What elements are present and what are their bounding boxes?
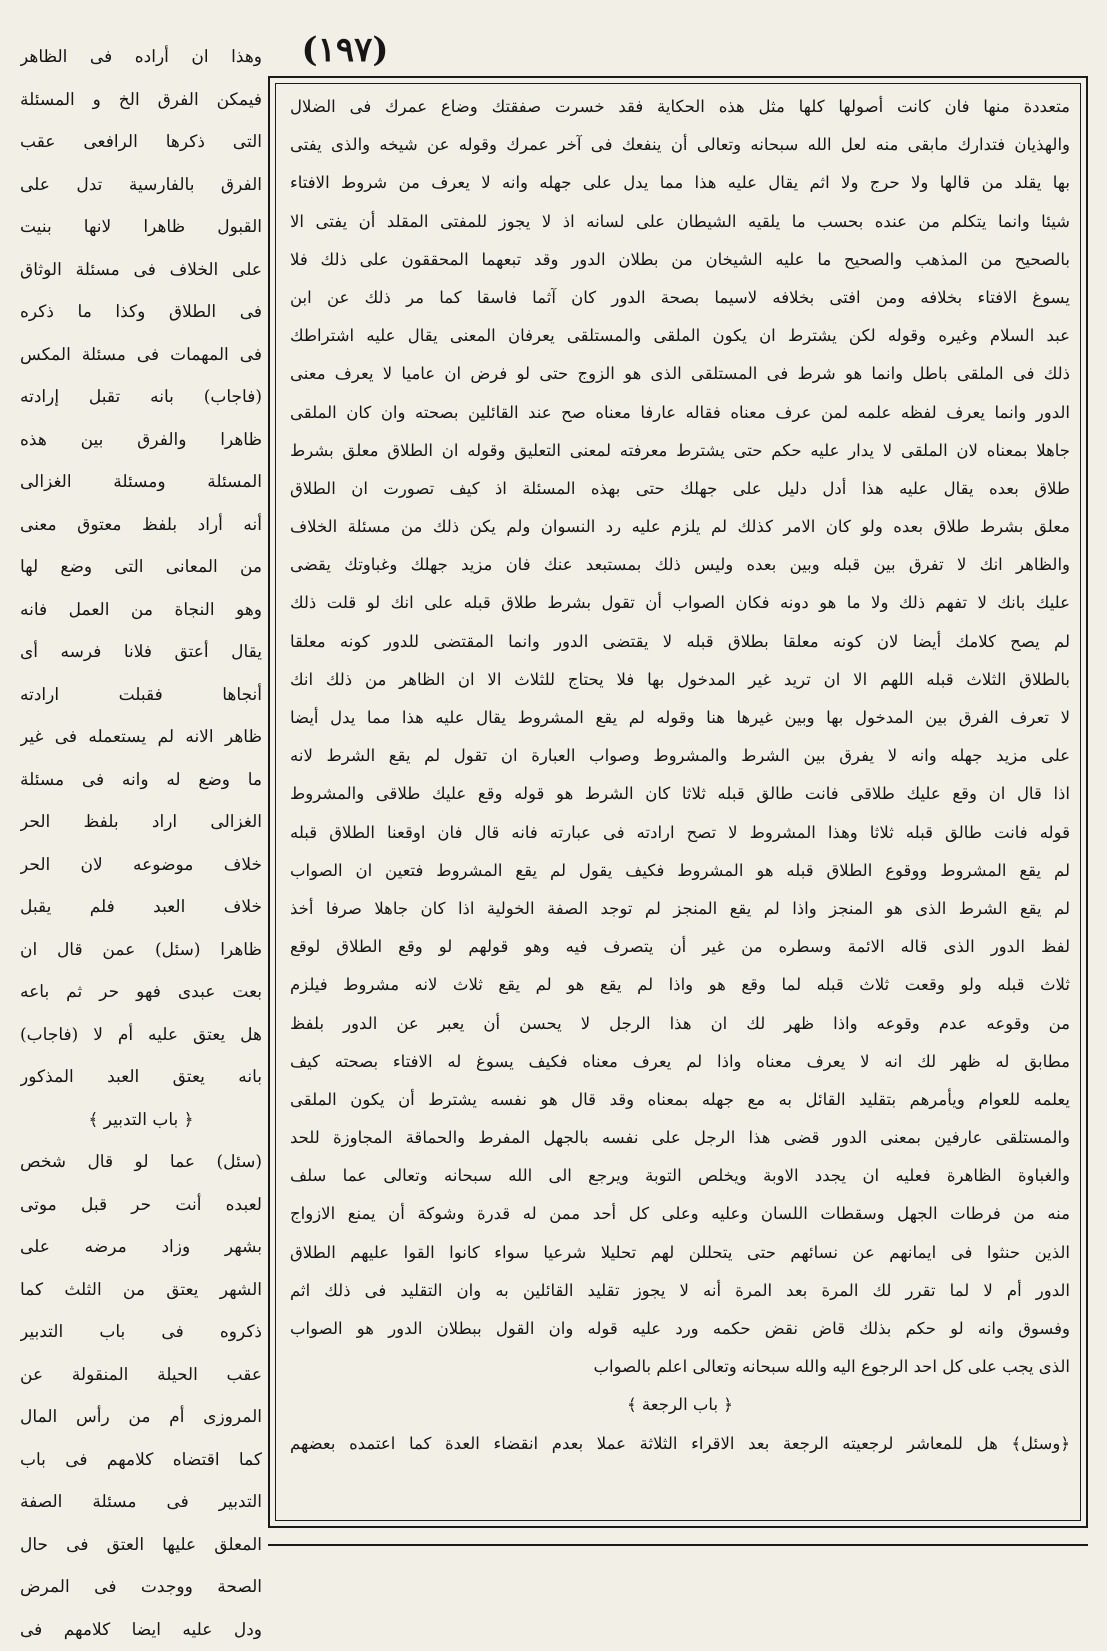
main-text-line: والمستلقى عارفين بمعنى الدور قضى هذا الرجل على نفسه بالجهل المفرط والحماقة المجاوزة للحد [290, 1119, 1070, 1157]
main-text-line: شيئا وانما يتكلم من عنده بحسب ما يلقيه الشيطان على لسانه اذ لا يجوز للمفتى المقلد أن يفتى الا [290, 203, 1070, 241]
margin-text-line: لعبده أنت حر قبل موتى [20, 1184, 262, 1227]
main-text-line: اذا قال ان وقع عليك طلاقى فانت طالق قبله ثلاثا كان الشرط هو قوله وقع عليك طلاقى والمشروط [290, 775, 1070, 813]
margin-text-line: فيمكن الفرق الخ و المسئلة [20, 79, 262, 122]
main-text-line: وفسوق وانه لو حكم بذلك قاض نقض حكمه ورد عليه قوله وان القول ببطلان الدور هو الصواب [290, 1310, 1070, 1348]
margin-text-line: القبول ظاهرا لانها بنيت [20, 206, 262, 249]
main-text-line: لا تعرف الفرق بين المدخول بها وبين غيرها هنا وقوله لم يقع المشروط يقال عليه هذا مما يدل أيضا [290, 699, 1070, 737]
main-text-line: ﴿وسئل﴾ هل للمعاشر لرجعيته الرجعة بعد الاقراء الثلاثة عملا بعدم انقضاء العدة كما اعتمده بعضهم [290, 1425, 1070, 1463]
main-text-line: الدور وانما يعرف لفظه علمه لمن عرف معناه فقاله عارفا معناه صح عند القائلين بصحته وان كان الملقى [290, 394, 1070, 432]
margin-text-line: خلاف موضوعه لان الحر [20, 844, 262, 887]
margin-text-line: هل يعتق عليه أم لا (فاجاب) [20, 1014, 262, 1057]
main-text-line: يعلمه للعوام ويأمرهم بتقليد القائل به مع جهله بمعناه وقد قال هو نفسه يشترط أن يكون الملقى [290, 1081, 1070, 1119]
main-text-line: والظاهر انك لا تفرق بين قبله وبين بعده وليس ذلك بمستبعد عنك فان مزيد جهلك وغباوتك يقضى [290, 546, 1070, 584]
margin-text-line: ظاهرا والفرق بين هذه [20, 419, 262, 462]
margin-text-line: المسئلة ومسئلة الغزالى [20, 461, 262, 504]
main-text-line: الذين حنثوا فى ايمانهم عن نسائهم حتى يتحللن لهم تحليلا شرعيا سواء كانوا القوا عليهم الطلاق [290, 1234, 1070, 1272]
main-text-line: والهذيان فتدارك مابقى منه لعل الله سبحانه وتعالى أن ينفعك فى آخر عمرك وقوله عن شيخه والذى يفتى [290, 126, 1070, 164]
margin-text-line: كما اقتضاه كلامهم فى باب [20, 1439, 262, 1482]
main-text-line: الذى يجب على كل احد الرجوع اليه والله سبحانه وتعالى اعلم بالصواب [290, 1348, 1070, 1386]
main-text-line: ﴿ باب الرجعة ﴾ [290, 1386, 1070, 1424]
margin-text-line: ذكروه فى باب التدبير [20, 1311, 262, 1354]
margin-text-line: عقب الحيلة المنقولة عن [20, 1354, 262, 1397]
main-text-line: من وقوعه عدم وقوعه واذا ظهر لك ان هذا الرجل لا يحسن أن يعبر عن الدور بلفظ [290, 1005, 1070, 1043]
main-text-line: بها يقلد من قالها ولا حرج ولا اثم يقال عليه هذا مما يدل على جهله وانه لا يعرف من شروط الافتاء [290, 164, 1070, 202]
main-text-line: الدور أم لا لما تقرر لك المرة بعد المرة أنه لا يجوز تقليد القائلين به وان التقليد فى ذلك اثم [290, 1272, 1070, 1310]
main-text-line: متعددة منها فان كانت أصولها كلها مثل هذه الحكاية فقد خسرت صفقتك وضاع عمرك فى الضلال [290, 88, 1070, 126]
margin-text-line: بانه يعتق العبد المذكور [20, 1056, 262, 1099]
margin-text-line: الغزالى اراد بلفظ الحر [20, 801, 262, 844]
main-text-line: لم يقع المشروط ووقوع الطلاق قبله هو المشروط فكيف يقول لم يقع المشروط فتعين ان الصواب [290, 852, 1070, 890]
margin-text-line: ظاهر الانه لم يستعمله فى غير [20, 716, 262, 759]
main-text-line: معلق بشرط طلاق بعده ولو كان الامر كذلك لم يلزم عليه رد النسوان ولم يكن ذلك من مسئلة الخلاف [290, 508, 1070, 546]
main-text-line: لم يصح كلامك أيضا لان كونه معلقا بطلاق قبله لا يقتضى الدور وانما المقتضى للدور كونه معلقا [290, 623, 1070, 661]
main-text-line: بالطلاق الثلاث قبله اللهم الا ان تريد غير المدخول بها فلا يحتاج للثلاث الا ان الظاهر من ذلك انك [290, 661, 1070, 699]
margin-text-line: أنه أراد بلفظ معتوق معنى [20, 504, 262, 547]
main-text [290, 88, 1070, 1498]
main-text-line: والغباوة الظاهرة فعليه ان يجدد الاوبة ويخلص التوبة ويرجع الى الله سبحانه وتعالى عما سلف [290, 1157, 1070, 1195]
main-text-line: طلاق بعده يقال عليه هذا أدل دليل على جهلك حتى بهذه المسئلة اذ كيف تصورت ان الطلاق [290, 470, 1070, 508]
bottom-rule [268, 1544, 1088, 1546]
margin-text-line: بشهر وزاد مرضه على [20, 1226, 262, 1269]
main-text-line: مطابق له ظهر لك انه لا يعرف معناه واذا لم يعرف معناه فكيف يسوغ له الافتاء بصحته كيف [290, 1043, 1070, 1081]
main-text-line: عليك بانك لا تفهم ذلك ولا ما هو دونه فكان الصواب أن تقول بشرط طلاق قبله على انك لو قلت ذلك [290, 584, 1070, 622]
margin-text-line: فى المهمات فى مسئلة المكس [20, 334, 262, 377]
main-text-line: يسوغ الافتاء بخلافه ومن افتى بخلافه لاسيما بصحة الدور كان آثما فاسقا كما مر ذلك عن ابن [290, 279, 1070, 317]
margin-text-line: بعت عبدى فهو حر ثم باعه [20, 971, 262, 1014]
margin-text-line: خلاف العبد فلم يقبل [20, 886, 262, 929]
margin-text-line: الصحة ووجدت فى المرض [20, 1566, 262, 1609]
main-text-line: لفظ الدور الذى قاله الائمة وسطره من غير أن يتصرف فيه وهو قولهم لو وقع الطلاق لوقع [290, 928, 1070, 966]
margin-text-line: من المعانى التى وضع لها [20, 546, 262, 589]
margin-commentary [20, 36, 262, 1506]
main-text-line: على مزيد جهله وانه لا يفرق بين الشرط والمشروط وصواب العبارة ان تقول لم يقع الشرط لانه [290, 737, 1070, 775]
margin-text-line: المعلق عليها العتق فى حال [20, 1524, 262, 1567]
margin-text-line: وهو النجاة من العمل فانه [20, 589, 262, 632]
margin-text-line: التى ذكرها الرافعى عقب [20, 121, 262, 164]
margin-text-line: (سئل) عما لو قال شخص [20, 1141, 262, 1184]
main-text-line: بالصحيح من المذهب والصحيح ما عليه الشيخان من بطلان الدور وقد تبعهما المحققون على ذلك فلا [290, 241, 1070, 279]
margin-text-line: أنجاها فقبلت ارادته [20, 674, 262, 717]
margin-text-line: الفرق بالفارسية تدل على [20, 164, 262, 207]
margin-text-line: التدبير فى مسئلة الصفة [20, 1481, 262, 1524]
margin-text-line: فى الطلاق وكذا ما ذكره [20, 291, 262, 334]
main-text-line: قوله فانت طالق قبله ثلاثا وهذا المشروط لا تصح ارادته فى عبارته فانه قال فان اوقعنا الطلاق قبله [290, 814, 1070, 852]
main-text-line: عبد السلام وغيره وقوله لكن يشترط ان يكون الملقى والمستلقى يعرفان المعنى يقال عليه اشتراطك [290, 317, 1070, 355]
main-text-line: لم يقع الشرط الذى هو المنجز واذا لم يقع المنجز لم توجد الصفة الخولية اذا كان جاهلا صرفا أخذ [290, 890, 1070, 928]
margin-text-line: وهذا ان أراده فى الظاهر [20, 36, 262, 79]
main-text-line: ثلاث قبله ولو وقعت ثلاث قبله لما وقع هو واذا لم يقع هو لم يقع ثلاث لانه مشروط فيلزم [290, 966, 1070, 1004]
margin-text-line: ودل عليه ايضا كلامهم فى [20, 1609, 262, 1651]
main-text-line: جاهلا بمعناه لان الملقى لا يدار عليه حكم حتى يشترط معرفته لمعنى التعليق وقوله ان الطلاق معلق بشرط [290, 432, 1070, 470]
margin-text-line: المروزى أم من رأس المال [20, 1396, 262, 1439]
margin-text-line: على الخلاف فى مسئلة الوثاق [20, 249, 262, 292]
margin-text-line: ما وضع له وانه فى مسئلة [20, 759, 262, 802]
margin-text-line: الشهر يعتق من الثلث كما [20, 1269, 262, 1312]
main-text-line: منه من فرطات الجهل وسقطات اللسان وعليه وعلى كل أحد ممن له قدرة وشوكة أن يمنع الازواج [290, 1195, 1070, 1233]
margin-text-line: يقال أعتق فلانا فرسه أى [20, 631, 262, 674]
margin-text-line: (فاجاب) بانه تقبل إرادته [20, 376, 262, 419]
margin-text-line: ظاهرا (سئل) عمن قال ان [20, 929, 262, 972]
page-number: (١٩٧) [290, 30, 400, 70]
margin-text-line: ﴿ باب التدبير ﴾ [20, 1099, 262, 1142]
main-text-line: ذلك فى الملقى باطل وانما هو شرط فى المستلقى الذى هو الزوج حتى لو فرض ان عاميا لا يعرف معنى [290, 355, 1070, 393]
